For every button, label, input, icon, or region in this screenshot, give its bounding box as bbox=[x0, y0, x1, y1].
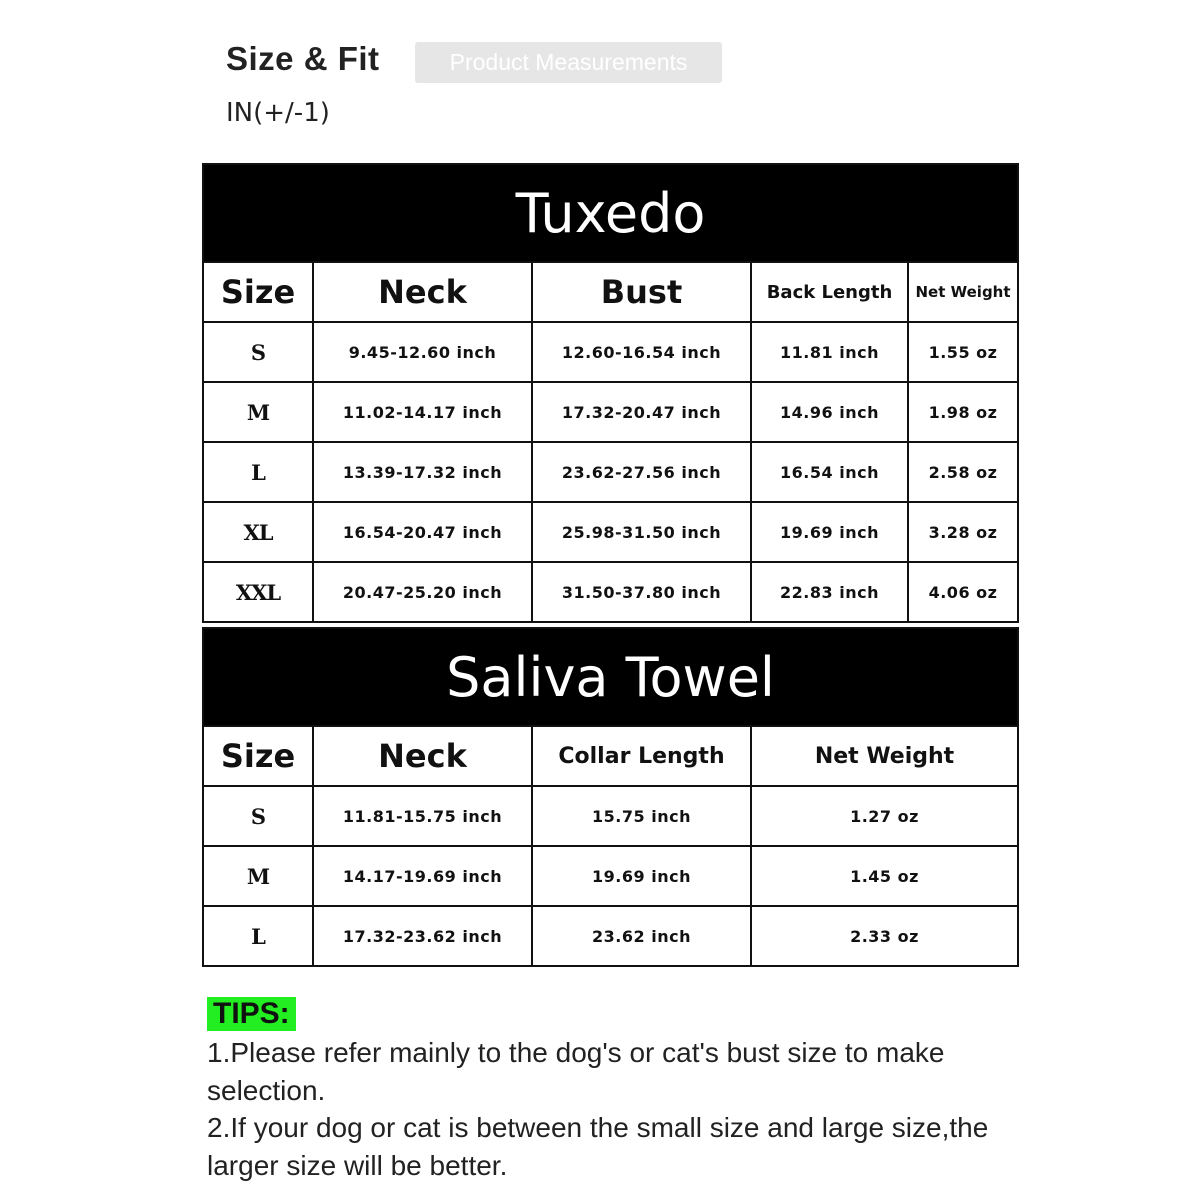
size-cell: XXL bbox=[203, 562, 313, 622]
collar-length-cell: 19.69 inch bbox=[532, 846, 751, 906]
table-row bbox=[203, 846, 1018, 906]
bust-cell: 23.62-27.56 inch bbox=[532, 442, 751, 502]
neck-cell: 11.81-15.75 inch bbox=[313, 786, 532, 846]
neck-cell: 20.47-25.20 inch bbox=[313, 562, 532, 622]
net-weight-cell: 1.98 oz bbox=[908, 382, 1018, 442]
neck-cell: 9.45-12.60 inch bbox=[313, 322, 532, 382]
table-row bbox=[203, 562, 1018, 622]
net-weight-cell: 3.28 oz bbox=[908, 502, 1018, 562]
size-cell: L bbox=[203, 906, 313, 966]
collar-length-cell: 23.62 inch bbox=[532, 906, 751, 966]
size-cell: M bbox=[203, 846, 313, 906]
net-weight-cell: 1.55 oz bbox=[908, 322, 1018, 382]
tips-label: TIPS: bbox=[207, 997, 296, 1031]
tuxedo-banner: Tuxedo bbox=[203, 164, 1018, 262]
neck-cell: 17.32-23.62 inch bbox=[313, 906, 532, 966]
bust-cell: 17.32-20.47 inch bbox=[532, 382, 751, 442]
saliva-towel-banner: Saliva Towel bbox=[203, 628, 1018, 726]
back-length-cell: 22.83 inch bbox=[751, 562, 908, 622]
back-length-cell: 14.96 inch bbox=[751, 382, 908, 442]
col-header-net-weight: Net Weight bbox=[908, 262, 1018, 322]
neck-cell: 13.39-17.32 inch bbox=[313, 442, 532, 502]
col-header-size: Size bbox=[203, 726, 313, 786]
bust-cell: 31.50-37.80 inch bbox=[532, 562, 751, 622]
saliva-towel-header-row bbox=[203, 726, 1018, 786]
table-row bbox=[203, 382, 1018, 442]
col-header-neck: Neck bbox=[313, 262, 532, 322]
table-row bbox=[203, 442, 1018, 502]
table-row bbox=[203, 322, 1018, 382]
col-header-size: Size bbox=[203, 262, 313, 322]
unit-note: IN(+/-1) bbox=[226, 98, 330, 128]
table-row bbox=[203, 786, 1018, 846]
bust-cell: 25.98-31.50 inch bbox=[532, 502, 751, 562]
neck-cell: 11.02-14.17 inch bbox=[313, 382, 532, 442]
back-length-cell: 11.81 inch bbox=[751, 322, 908, 382]
size-cell: M bbox=[203, 382, 313, 442]
table-row bbox=[203, 502, 1018, 562]
page-title: Size & Fit bbox=[226, 40, 380, 77]
col-header-back-length: Back Length bbox=[751, 262, 908, 322]
saliva-towel-size-table bbox=[202, 627, 1019, 967]
net-weight-cell: 1.45 oz bbox=[751, 846, 1018, 906]
neck-cell: 16.54-20.47 inch bbox=[313, 502, 532, 562]
back-length-cell: 19.69 inch bbox=[751, 502, 908, 562]
product-measurements-badge: Product Measurements bbox=[415, 42, 722, 83]
col-header-collar-length: Collar Length bbox=[532, 726, 751, 786]
col-header-net-weight: Net Weight bbox=[751, 726, 1018, 786]
net-weight-cell: 2.33 oz bbox=[751, 906, 1018, 966]
net-weight-cell: 4.06 oz bbox=[908, 562, 1018, 622]
tip-2: 2.If your dog or cat is between the small size and large size,the larger size will be better. bbox=[207, 1112, 989, 1181]
col-header-neck: Neck bbox=[313, 726, 532, 786]
tuxedo-header-row bbox=[203, 262, 1018, 322]
back-length-cell: 16.54 inch bbox=[751, 442, 908, 502]
collar-length-cell: 15.75 inch bbox=[532, 786, 751, 846]
tuxedo-size-table bbox=[202, 163, 1019, 623]
bust-cell: 12.60-16.54 inch bbox=[532, 322, 751, 382]
neck-cell: 14.17-19.69 inch bbox=[313, 846, 532, 906]
size-cell: S bbox=[203, 322, 313, 382]
table-row bbox=[203, 906, 1018, 966]
net-weight-cell: 2.58 oz bbox=[908, 442, 1018, 502]
tip-1: 1.Please refer mainly to the dog's or cat's bust size to make selection. bbox=[207, 1037, 945, 1106]
net-weight-cell: 1.27 oz bbox=[751, 786, 1018, 846]
size-cell: XL bbox=[203, 502, 313, 562]
size-cell: S bbox=[203, 786, 313, 846]
size-cell: L bbox=[203, 442, 313, 502]
col-header-bust: Bust bbox=[532, 262, 751, 322]
